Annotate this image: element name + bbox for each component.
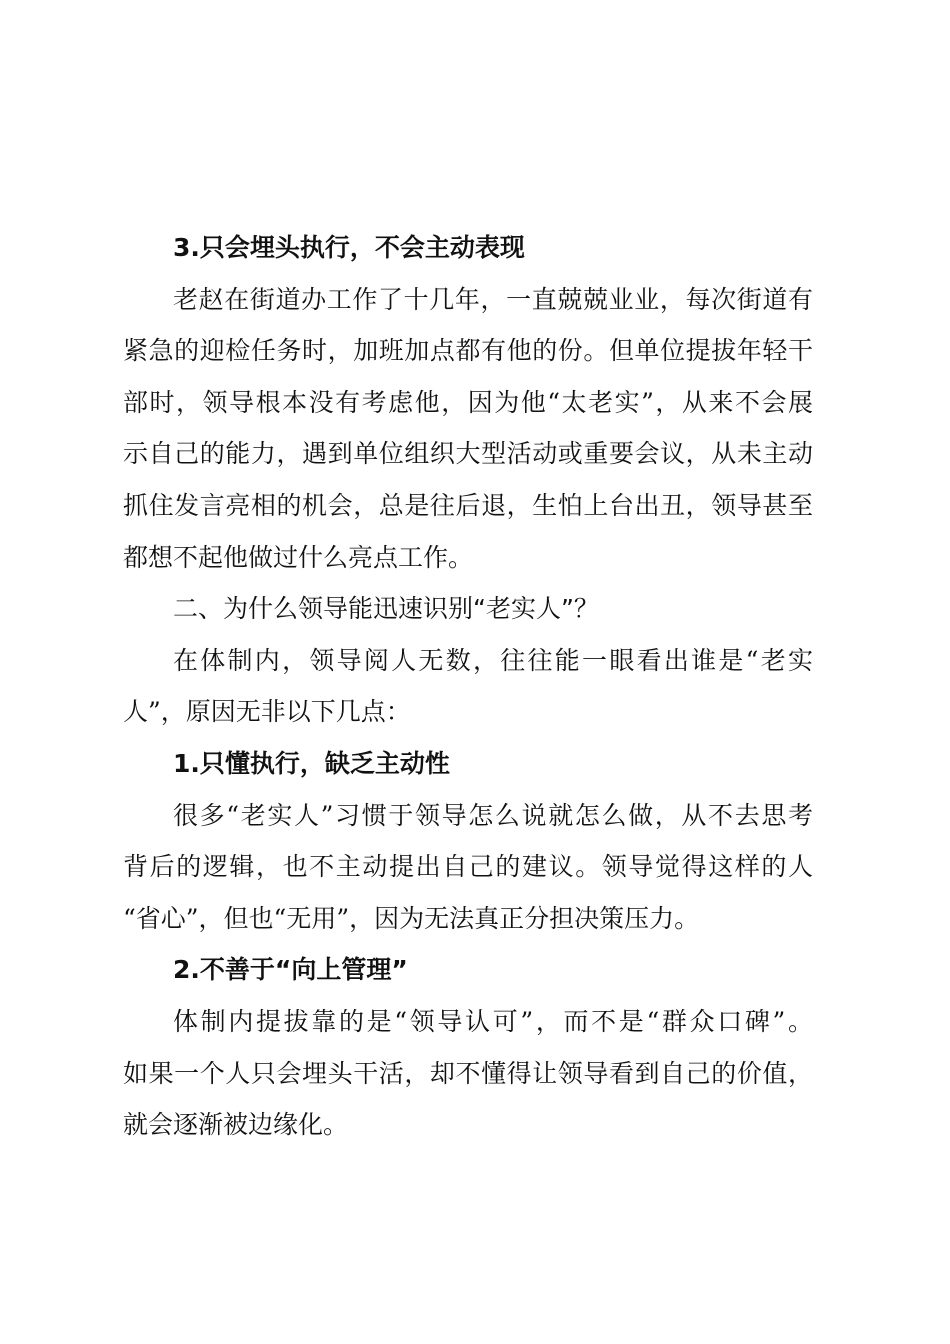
paragraph-line: 背后的逻辑，也不主动提出自己的建议。领导觉得这样的人	[123, 852, 813, 882]
subheading-1: 1.只懂执行，缺乏主动性	[173, 748, 450, 778]
paragraph-line: 体制内提拔靠的是“领导认可”，而不是“群众口碑”。	[173, 1006, 813, 1036]
paragraph-line: 部时，领导根本没有考虑他，因为他“太老实”，从来不会展	[123, 387, 813, 417]
paragraph-line: 就会逐渐被边缘化。	[123, 1110, 349, 1140]
subheading-3: 3.只会埋头执行，不会主动表现	[173, 233, 525, 262]
paragraph-line: 抓住发言亮相的机会，总是往后退，生怕上台出丑，领导甚至	[123, 490, 813, 520]
paragraph-line: 在体制内，领导阅人无数，往往能一眼看出谁是“老实	[173, 645, 813, 675]
subheading-2: 2.不善于“向上管理”	[173, 955, 408, 985]
paragraph-line: 紧急的迎检任务时，加班加点都有他的份。但单位提拔年轻干	[123, 336, 813, 366]
paragraph-line: 示自己的能力，遇到单位组织大型活动或重要会议，从未主动	[123, 439, 813, 469]
section-heading-2: 二、为什么领导能迅速识别“老实人”？	[173, 594, 599, 624]
paragraph-line: 很多“老实人”习惯于领导怎么说就怎么做，从不去思考	[173, 800, 813, 830]
paragraph-line: “省心”，但也“无用”，因为无法真正分担决策压力。	[123, 903, 700, 933]
document-body	[123, 222, 813, 1151]
paragraph-line: 如果一个人只会埋头干活，却不懂得让领导看到自己的价值，	[123, 1058, 813, 1088]
paragraph-line: 都想不起他做过什么亮点工作。	[123, 542, 474, 572]
paragraph-line: 人”，原因无非以下几点：	[123, 697, 411, 727]
paragraph-line: 老赵在街道办工作了十几年，一直兢兢业业，每次街道有	[173, 284, 813, 314]
